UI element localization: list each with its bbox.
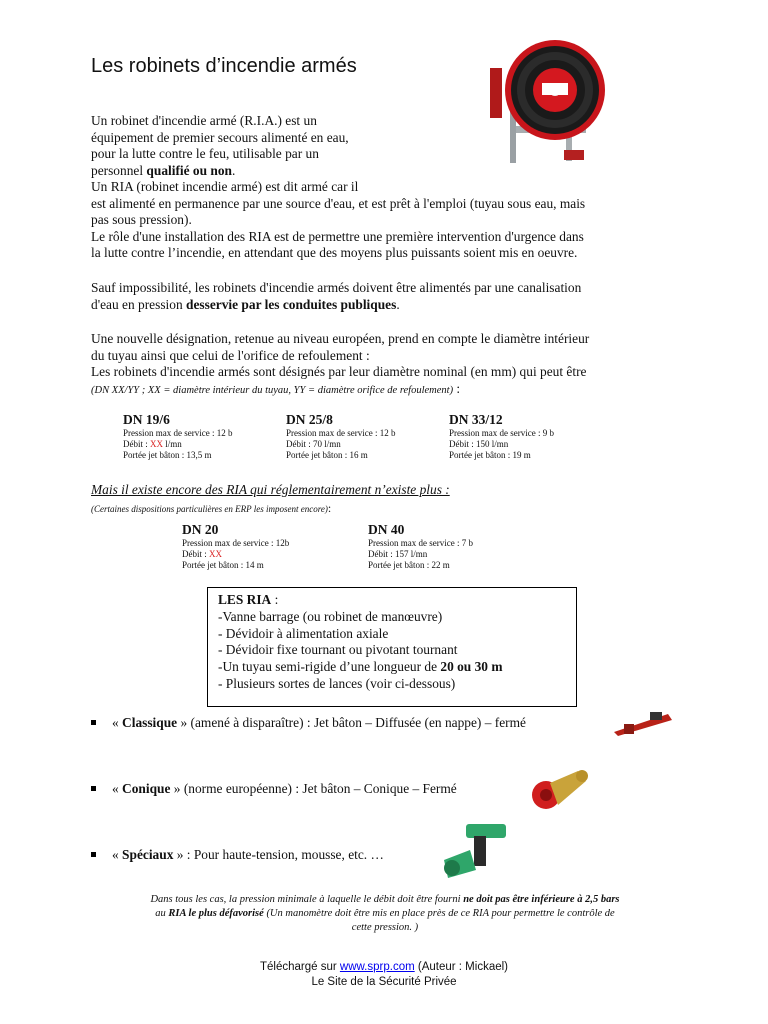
conic-nozzle-image	[528, 765, 590, 815]
dn-20-spec: DN 20 Pression max de service : 12b Débit : XX Portée jet bâton : 14 m	[182, 522, 290, 570]
page-title: Les robinets d’incendie armés	[91, 55, 357, 77]
classic-nozzle-image	[610, 702, 674, 740]
dn-19-6-spec: DN 19/6 Pression max de service : 12 b Débit : XX l/mn Portée jet bâton : 13,5 m	[123, 412, 233, 460]
download-credit: Téléchargé sur www.sprp.com (Auteur : Mickael) Le Site de la Sécurité Privée	[260, 961, 508, 988]
dn-33-12-spec: DN 33/12 Pression max de service : 9 b Débit : 150 l/mn Portée jet bâton : 19 m	[449, 412, 554, 460]
legacy-heading: Mais il existe encore des RIA qui réglementairement n’existe plus :	[91, 482, 450, 497]
bullet-square-icon	[91, 720, 96, 725]
lance-conique-item: « Conique » (norme européenne) : Jet bâton – Conique – Fermé	[91, 781, 457, 797]
legacy-note: (Certaines dispositions particulières en ERP les imposent encore):	[91, 501, 332, 515]
ria-components-box: LES RIA : -Vanne barrage (ou robinet de manœuvre) - Dévidoir à alimentation axiale - Dévidoir fixe tournant ou pivotant tournant -Un tuyau semi-rigide d’une longueur de 20 ou 30 m - Plusieurs sortes de lances (voir ci-dessous)	[207, 587, 577, 707]
bullet-square-icon	[91, 852, 96, 857]
supply-paragraph: Sauf impossibilité, les robinets d'incendie armés doivent être alimentés par une canalisation d'eau en pression desservie par les conduites publiques.	[91, 280, 582, 312]
dn-40-spec: DN 40 Pression max de service : 7 b Débit : 157 l/mn Portée jet bâton : 22 m	[368, 522, 473, 570]
lance-speciaux-item: « Spéciaux » : Pour haute-tension, mousse, etc. …	[91, 847, 384, 863]
pressure-note: Dans tous les cas, la pression minimale à laquelle le débit doit être fourni ne doit pas être inférieure à 2,5 bars au RIA le plus défavorisé (Un manomètre doit être mis en place près de ce RIA pour permettre le contrôle de cette pression. )	[150, 894, 620, 933]
intro-paragraph: Un robinet d'incendie armé (R.I.A.) est un équipement de premier secours alimenté en eau, pour la lutte contre le feu, utilisable par un personnel qualifié ou non. Un RIA (robinet incendie armé) est dit armé car il est alimenté en permanence par une source d'eau, et est prêt à l'emploi (tuyau sous eau, mais pas sous pression). Le rôle d'une installation des RIA est de permettre une première intervention d'urgence dans la lutte contre l’incendie, en attendant que des moyens plus puissants soient mis en oeuvre.	[91, 113, 586, 260]
dn-25-8-spec: DN 25/8 Pression max de service : 12 b Débit : 70 l/mn Portée jet bâton : 16 m	[286, 412, 396, 460]
lance-classique-item: « Classique » (amené à disparaître) : Jet bâton – Diffusée (en nappe) – fermé	[91, 715, 526, 731]
special-nozzle-image	[440, 820, 512, 882]
bullet-square-icon	[91, 786, 96, 791]
designation-paragraph: Une nouvelle désignation, retenue au niveau européen, prend en compte le diamètre intérieur du tuyau ainsi que celui de l'orifice de refoulement : Les robinets d'incendie armés sont désignés par leur diamètre nominal (en mm) qui peut être (DN XX/YY ; XX = diamètre intérieur du tuyau, YY = diamètre orifice de refoulement) :	[91, 331, 590, 396]
sprp-link[interactable]: www.sprp.com	[339, 961, 415, 973]
